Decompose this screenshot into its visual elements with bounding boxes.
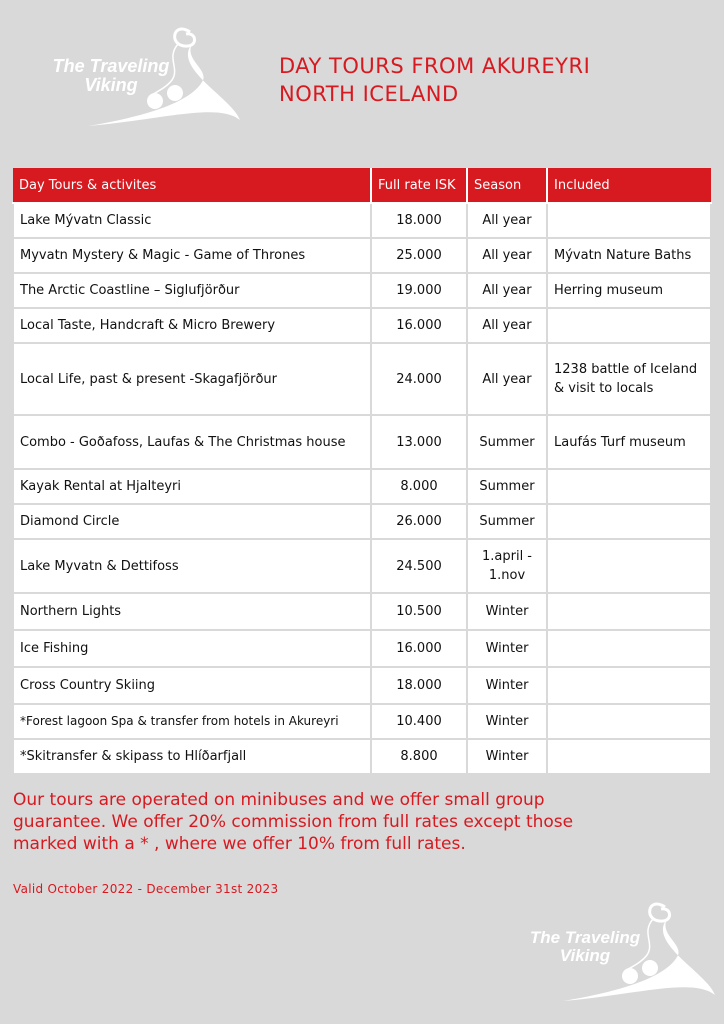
- cell-tour: The Arctic Coastline – Siglufjörður: [13, 273, 371, 308]
- cell-season: Winter: [467, 667, 547, 704]
- cell-rate: 16.000: [371, 630, 467, 667]
- logo-line1: The Traveling: [52, 56, 170, 76]
- table-row: [13, 203, 711, 238]
- cell-season: Summer: [467, 415, 547, 469]
- cell-included: [547, 667, 711, 704]
- cell-tour: *Forest lagoon Spa & transfer from hotels in Akureyri: [13, 704, 371, 739]
- cell-included: [547, 469, 711, 504]
- logo-bottom: [515, 895, 720, 1005]
- cell-tour: *Skitransfer & skipass to Hlíðarfjall: [13, 739, 371, 774]
- cell-season: All year: [467, 343, 547, 415]
- table-row: [13, 238, 711, 273]
- cell-season: Summer: [467, 504, 547, 539]
- cell-included: [547, 308, 711, 343]
- cell-rate: 13.000: [371, 415, 467, 469]
- cell-included: Herring museum: [547, 273, 711, 308]
- cell-included: Mývatn Nature Baths: [547, 238, 711, 273]
- cell-season: Winter: [467, 704, 547, 739]
- title-line1: DAY TOURS FROM AKUREYRI: [279, 54, 591, 78]
- cell-tour: Cross Country Skiing: [13, 667, 371, 704]
- cell-included: [547, 704, 711, 739]
- cell-rate: 18.000: [371, 203, 467, 238]
- logo-line2: Viking: [559, 945, 611, 965]
- col-header-season: Season: [467, 168, 547, 203]
- cell-tour: Kayak Rental at Hjalteyri: [13, 469, 371, 504]
- validity-text: Valid October 2022 - December 31st 2023: [13, 882, 279, 896]
- cell-rate: 10.400: [371, 704, 467, 739]
- cell-rate: 18.000: [371, 667, 467, 704]
- table-header-row: [13, 168, 711, 203]
- cell-tour: Local Taste, Handcraft & Micro Brewery: [13, 308, 371, 343]
- col-header-included: Included: [547, 168, 711, 203]
- cell-rate: 25.000: [371, 238, 467, 273]
- cell-rate: 8.000: [371, 469, 467, 504]
- cell-included: [547, 203, 711, 238]
- table-row: [13, 273, 711, 308]
- table-row: [13, 593, 711, 630]
- logo-line2: Viking: [84, 74, 138, 95]
- col-header-tours: Day Tours & activites: [13, 168, 371, 203]
- table-row: [13, 630, 711, 667]
- table-row: [13, 739, 711, 774]
- table-row: [13, 539, 711, 593]
- cell-rate: 24.500: [371, 539, 467, 593]
- cell-season: All year: [467, 203, 547, 238]
- title-line2: NORTH ICELAND: [279, 82, 459, 106]
- cell-season: All year: [467, 273, 547, 308]
- cell-included: [547, 539, 711, 593]
- cell-tour: Combo - Goðafoss, Laufas & The Christmas house: [13, 415, 371, 469]
- table-row: [13, 343, 711, 415]
- table-row: [13, 308, 711, 343]
- cell-included: [547, 593, 711, 630]
- cell-tour: Lake Myvatn & Dettifoss: [13, 539, 371, 593]
- cell-season: All year: [467, 238, 547, 273]
- cell-included: [547, 630, 711, 667]
- cell-rate: 24.000: [371, 343, 467, 415]
- cell-rate: 26.000: [371, 504, 467, 539]
- cell-tour: Northern Lights: [13, 593, 371, 630]
- cell-season: Winter: [467, 593, 547, 630]
- cell-season: Winter: [467, 739, 547, 774]
- table-row: [13, 415, 711, 469]
- table-row: [13, 504, 711, 539]
- cell-season: Summer: [467, 469, 547, 504]
- logo-line1: The Traveling: [529, 928, 641, 947]
- tours-table: [12, 168, 712, 775]
- cell-tour: Ice Fishing: [13, 630, 371, 667]
- table-row: [13, 667, 711, 704]
- logo-top: [40, 20, 245, 130]
- table-row: [13, 469, 711, 504]
- cell-tour: Myvatn Mystery & Magic - Game of Thrones: [13, 238, 371, 273]
- cell-tour: Local Life, past & present -Skagafjörður: [13, 343, 371, 415]
- cell-tour: Lake Mývatn Classic: [13, 203, 371, 238]
- cell-rate: 19.000: [371, 273, 467, 308]
- cell-rate: 8.800: [371, 739, 467, 774]
- cell-rate: 16.000: [371, 308, 467, 343]
- cell-season: Winter: [467, 630, 547, 667]
- cell-included: [547, 739, 711, 774]
- table-row: [13, 704, 711, 739]
- logo-text: [515, 929, 655, 965]
- cell-included: Laufás Turf museum: [547, 415, 711, 469]
- page-title: [279, 52, 590, 108]
- cell-included: [547, 504, 711, 539]
- commission-note: Our tours are operated on minibuses and we offer small group guarantee. We offer 20% commission from full rates except those marked with a * , where we offer 10% from full rates.: [13, 790, 574, 854]
- logo-text: [40, 57, 182, 95]
- col-header-rate: Full rate ISK: [371, 168, 467, 203]
- cell-season: All year: [467, 308, 547, 343]
- cell-rate: 10.500: [371, 593, 467, 630]
- cell-season: 1.april - 1.nov: [467, 539, 547, 593]
- cell-tour: Diamond Circle: [13, 504, 371, 539]
- cell-included: 1238 battle of Iceland & visit to locals: [547, 343, 711, 415]
